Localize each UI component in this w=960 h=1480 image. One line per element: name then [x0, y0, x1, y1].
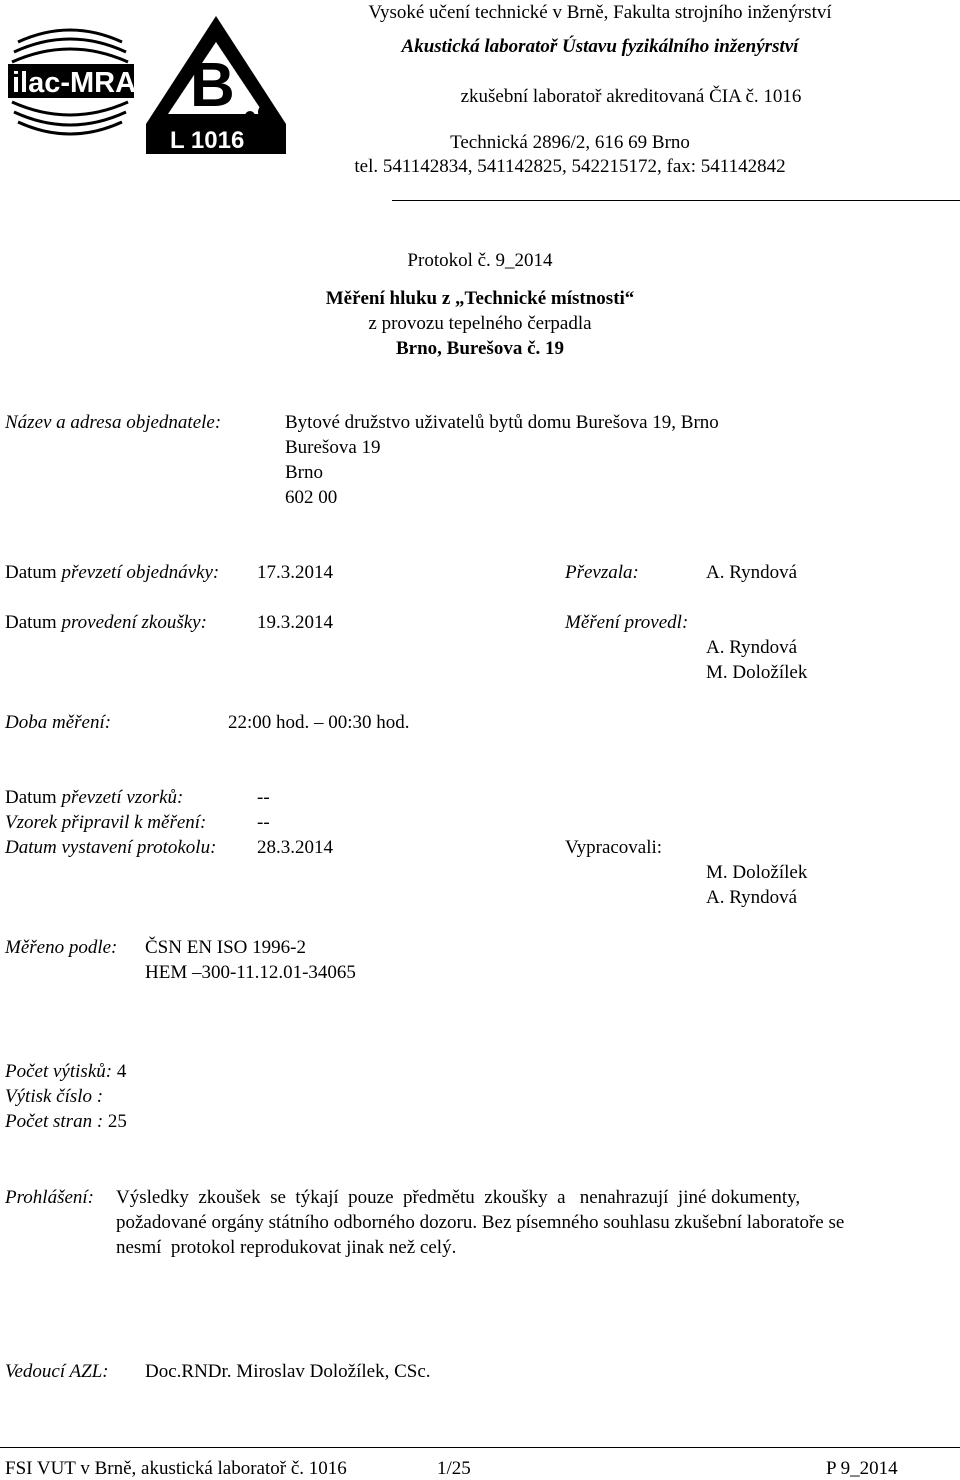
samples-received-label-plain: Datum — [5, 787, 62, 808]
order-taken-value: A. Ryndová — [706, 562, 798, 583]
ilac-mra-logo — [8, 30, 136, 134]
header-accreditation: zkušební laboratoř akreditovaná ČIA č. 1016 — [460, 86, 802, 107]
declaration-label: Prohlášení: — [5, 1187, 95, 1208]
order-date-label — [5, 562, 219, 584]
copies-count-label: Počet výtisků: — [5, 1061, 113, 1082]
prepared-by-1: M. Doložílek — [706, 862, 808, 883]
ilac-logo-text: ilac-MRA — [12, 67, 137, 99]
svg-text:B: B — [190, 51, 235, 120]
footer-lab: FSI VUT v Brně, akustická laboratoř č. 1016 — [5, 1458, 347, 1479]
standard-1: ČSN EN ISO 1996-2 — [145, 937, 306, 958]
prepared-by-2: A. Ryndová — [706, 887, 798, 908]
duration-value: 22:00 hod. – 00:30 hod. — [228, 712, 410, 733]
copies-count-row — [5, 1061, 126, 1083]
declaration-line-1: Výsledky zkoušek se týkají pouze předmětu zkoušky a nenahrazují jiné dokumenty, — [116, 1187, 801, 1208]
pages-row — [5, 1111, 127, 1133]
samples-prepared-label: Vzorek připravil k měření: — [5, 812, 207, 833]
protocol-issued-value: 28.3.2014 — [257, 837, 333, 858]
protocol-title — [0, 250, 960, 272]
prepared-by-label: Vypracovali: — [565, 837, 663, 858]
test-date-label — [5, 612, 207, 634]
measured-by-1: A. Ryndová — [706, 637, 798, 658]
head-label: Vedoucí AZL: — [5, 1361, 109, 1382]
protocol-number: Protokol č. 9_2014 — [407, 250, 553, 271]
standard-2: HEM –300-11.12.01-34065 — [145, 962, 356, 983]
samples-received-label-italic: převzetí vzorků: — [61, 787, 184, 808]
duration-label: Doba měření: — [5, 712, 112, 733]
copy-number-label: Výtisk číslo : — [5, 1086, 104, 1107]
test-date-label-italic: provedení zkoušky: — [61, 612, 207, 633]
declaration-line-3: nesmí protokol reprodukovat jinak než celý. — [116, 1237, 457, 1258]
measurement-detail: z provozu tepelného čerpadla — [368, 313, 592, 334]
client-zip: 602 00 — [285, 487, 338, 508]
header-address: Technická 2896/2, 616 69 Brno — [450, 132, 690, 153]
protocol-issued-label: Datum vystavení protokolu: — [5, 837, 217, 858]
header-phone: tel. 541142834, 541142825, 542215172, fax: 541142842 — [354, 156, 786, 177]
copies-count-value: 4 — [116, 1061, 127, 1082]
order-taken-label: Převzala: — [565, 562, 639, 583]
client-label: Název a adresa objednatele: — [5, 412, 222, 433]
header-laboratory: Akustická laboratoř Ústavu fyzikálního inženýrství — [401, 36, 799, 57]
measured-by-2: M. Doložílek — [706, 662, 808, 683]
order-date-label-plain: Datum — [5, 562, 62, 583]
order-date-label-italic: převzetí objednávky: — [61, 562, 220, 583]
samples-received-label — [5, 787, 183, 809]
measurement-subject: Měření hluku z „Technické místnosti“ — [325, 288, 635, 309]
standards-label: Měřeno podle: — [5, 937, 118, 958]
pages-value: 25 — [107, 1111, 127, 1132]
footer-page-number: 1/25 — [437, 1458, 471, 1479]
measured-by-label: Měření provedl: — [565, 612, 689, 633]
order-date-value: 17.3.2014 — [257, 562, 333, 583]
header-divider — [392, 200, 960, 201]
client-street: Burešova 19 — [285, 437, 381, 458]
samples-prepared-value: -- — [257, 812, 270, 833]
header-institution: Vysoké učení technické v Brně, Fakulta strojního inženýrství — [368, 2, 832, 23]
declaration-line-2: požadované orgány státního odborného dozoru. Bez písemného souhlasu zkušební laboratoře se — [116, 1212, 845, 1233]
head-name: Doc.RNDr. Miroslav Doložílek, CSc. — [145, 1361, 431, 1382]
pages-label: Počet stran : — [5, 1111, 104, 1132]
client-name: Bytové družstvo uživatelů bytů domu Burešova 19, Brno — [285, 412, 719, 433]
measurement-location: Brno, Burešova č. 19 — [395, 338, 564, 359]
footer-divider — [0, 1447, 960, 1448]
client-city: Brno — [285, 462, 323, 483]
footer-protocol-id: P 9_2014 — [826, 1458, 898, 1479]
test-date-label-plain: Datum — [5, 612, 62, 633]
samples-received-value: -- — [257, 787, 270, 808]
accreditation-code-text: L 1016 — [170, 127, 245, 154]
test-date-value: 19.3.2014 — [257, 612, 333, 633]
